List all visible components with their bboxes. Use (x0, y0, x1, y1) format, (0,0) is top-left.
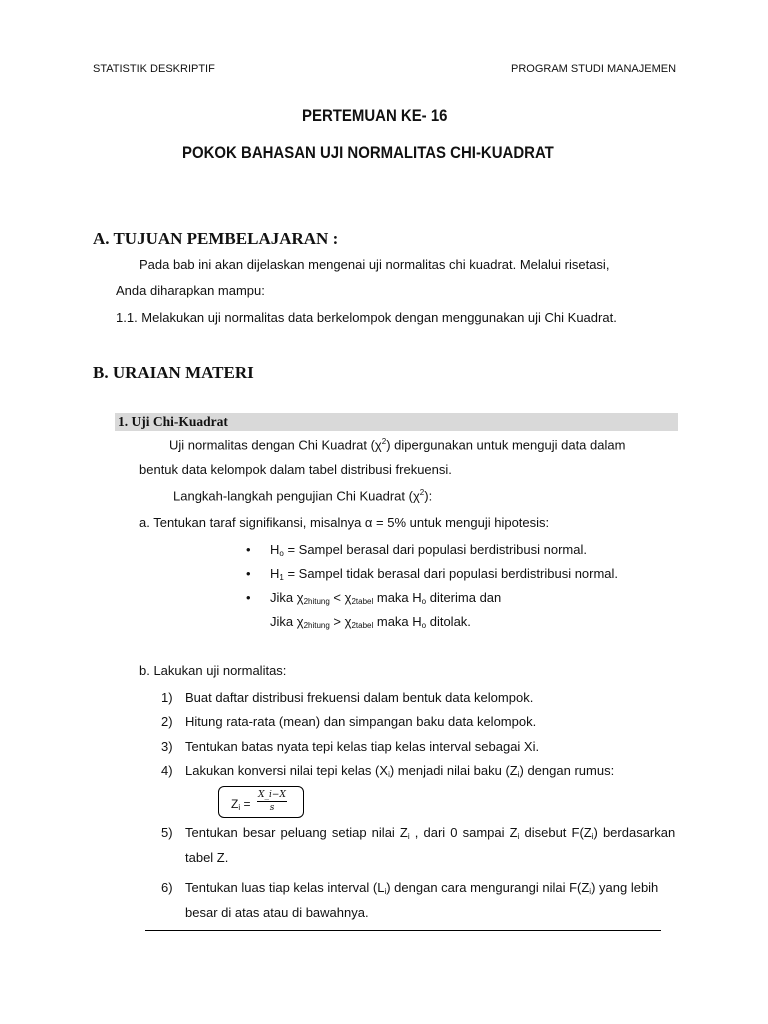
step-number: 5) (161, 825, 173, 840)
running-header-right: PROGRAM STUDI MANAJEMEN (511, 63, 677, 75)
step-number: 1) (161, 690, 173, 705)
running-header-left: STATISTIK DESKRIPTIF (93, 63, 215, 75)
step-text: Tentukan batas nyata tepi kelas tiap kelas interval sebagai Xi. (185, 739, 540, 754)
step-number: 4) (161, 763, 173, 778)
item-a: a. Tentukan taraf signifikansi, misalnya α = 5% untuk menguji hipotesis: (139, 515, 550, 530)
formula-denominator: s (269, 803, 275, 813)
page-title: PERTEMUAN KE- 16 (302, 106, 448, 125)
bullet-dot: • (246, 542, 251, 557)
step-text: Buat daftar distribusi frekuensi dalam bentuk data kelompok. (185, 690, 534, 705)
hypothesis-h0: $H_o$ = Sampel berasal dari populasi berdistribusi normal. (270, 542, 587, 558)
bullet-dot: • (246, 566, 251, 581)
step-number: 6) (161, 880, 173, 895)
footer-rule (145, 930, 661, 931)
steps-intro: Langkah-langkah pengujian Chi Kuadrat $(\chi^2)$: (173, 488, 433, 504)
formula-fraction (257, 790, 287, 813)
decision-rule-accept: Jika $\chi_{2hitung} < \chi_{2tabel}$ maka $H_o$ diterima dan (270, 590, 502, 606)
intro-line-1: Uji normalitas dengan Chi Kuadrat $(\chi^2)$ dipergunakan untuk menguji data dalam (169, 437, 626, 453)
step-text-continued: besar di atas atau di bawahnya. (185, 905, 369, 920)
step-text: Lakukan konversi nilai tepi kelas $(X_i)$ menjadi nilai baku $(Z_i)$ dengan rumus: (185, 763, 615, 779)
section-b-heading: B. URAIAN MATERI (93, 363, 254, 382)
section-a-paragraph-2: Anda diharapkan mampu: (116, 283, 265, 298)
step-text: Tentukan luas tiap kelas interval $(L_i)$ dengan cara mengurangi nilai $F(Z_i)$ yang lebih (185, 880, 659, 896)
section-a-objective: 1.1. Melakukan uji normalitas data berkelompok dengan menggunakan uji Chi Kuadrat. (116, 310, 617, 325)
formula-lhs: $Z_i$ = (231, 797, 251, 812)
intro-line-2: bentuk data kelompok dalam tabel distribusi frekuensi. (139, 462, 452, 477)
decision-rule-reject: Jika $\chi_{2hitung} > \chi_{2tabel}$ maka $H_o$ ditolak. (270, 614, 471, 630)
formula-numerator: X_i−X (258, 790, 286, 800)
section-a-paragraph-1: Pada bab ini akan dijelaskan mengenai uji normalitas chi kuadrat. Melalui risetasi, (139, 257, 610, 272)
step-number: 2) (161, 714, 173, 729)
section-a-heading: A. TUJUAN PEMBELAJARAN : (93, 229, 339, 248)
step-number: 3) (161, 739, 173, 754)
hypothesis-h1: $H_1$ = Sampel tidak berasal dari populasi berdistribusi normal. (270, 566, 619, 582)
step-text-continued: tabel Z. (185, 850, 229, 865)
page-subtitle: POKOK BAHASAN UJI NORMALITAS CHI-KUADRAT (182, 143, 554, 162)
item-b: b. Lakukan uji normalitas: (139, 663, 287, 678)
step-text: Hitung rata-rata (mean) dan simpangan baku data kelompok. (185, 714, 537, 729)
step-text: Tentukan besar peluang setiap nilai $Z_i$ , dari 0 sampai $Z_i$ disebut $F(Z_i)$ berdasarkan (185, 825, 676, 841)
bullet-dot: • (246, 590, 251, 605)
subsection-heading: 1. Uji Chi-Kuadrat (118, 414, 228, 429)
